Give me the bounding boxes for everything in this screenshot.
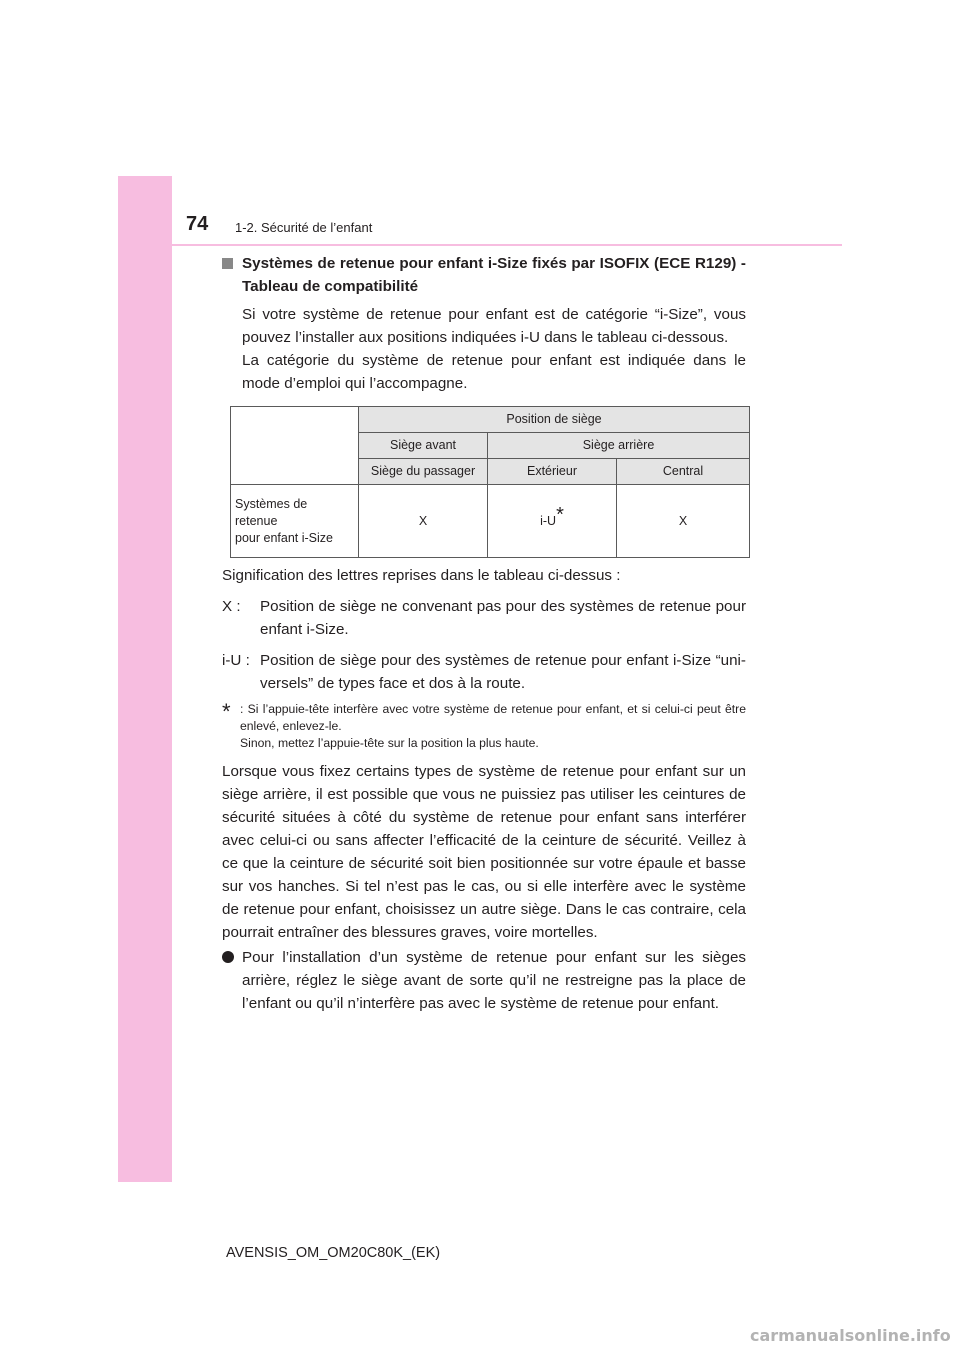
body-paragraph: Lorsque vous fixez certains types de système de retenue pour enfant sur un siège arrière, il est possible que vous ne puissiez pas utiliser les ceintures de sécurité situées à côté du système de retenue pour enfant sans interférer avec celui-ci ou sans affecter l’efficacité de la ceinture de sécurité. Veillez à ce que la ceinture de sécurité soit bien positionnée sur votre épaule et basse sur vos hanches. Si tel n’est pas le cas, ou si elle interfère avec le système de retenue pour enfant, choisissez un autre siège. Dans le cas contraire, cela pourrait entraîner des blessures graves, voire mortelles.	[222, 763, 746, 941]
row-label-line-1: Systèmes de	[235, 496, 308, 511]
table-corner-cell	[231, 407, 359, 485]
seat-position-header: Position de siège	[359, 407, 750, 433]
section-reference: 1-2. Sécurité de l’enfant	[235, 220, 373, 235]
footnote	[222, 701, 746, 752]
outboard-value-text: i-U	[540, 513, 557, 528]
legend-key: i-U :	[222, 652, 250, 669]
outboard-header: Extérieur	[488, 459, 617, 485]
square-bullet-icon	[222, 258, 233, 269]
footnote-star-icon: *	[222, 699, 231, 724]
page-content	[222, 252, 746, 1015]
passenger-seat-header: Siège du passager	[359, 459, 488, 485]
row-label-isize	[231, 485, 359, 558]
section-title: Systèmes de retenue pour enfant i-Size fixés par ISOFIX (ECE R129) - Tableau de compatibilité	[242, 255, 746, 295]
legend-item-iu	[222, 649, 746, 695]
side-tab-band	[118, 176, 172, 1182]
compatibility-table	[230, 406, 750, 558]
watermark: carmanualsonline.info	[750, 1326, 951, 1345]
footnote-text: : Si l’appuie-tête interfère avec votre système de retenue pour enfant, et si celui-ci peut être enlevé, enlevez-le.	[240, 702, 746, 733]
legend-key: X :	[222, 598, 241, 615]
bullet-text: Pour l’installation d’un système de retenue pour enfant sur les sièges arrière, réglez le siège avant de sorte qu’il ne restreigne pas la place de l’enfant ou qu’il n’interfère pas avec le système de retenue pour enfant.	[242, 949, 746, 1012]
front-seat-header: Siège avant	[359, 433, 488, 459]
header-divider	[172, 244, 842, 246]
intro-paragraph-1: Si votre système de retenue pour enfant est de catégorie “i-Size”, vous pouvez l’installer aux positions indiquées i-U dans le tableau ci-dessous.	[242, 306, 746, 346]
row-label-line-2: retenue	[235, 513, 278, 528]
page-number: 74	[186, 213, 209, 235]
footnote-asterisk-icon: *	[556, 503, 564, 526]
footnote-text-2: Sinon, mettez l’appuie-tête sur la position la plus haute.	[240, 736, 539, 750]
center-header: Central	[617, 459, 750, 485]
row-label-line-3: pour enfant i-Size	[235, 530, 333, 545]
legend-text: Position de siège ne convenant pas pour des systèmes de retenue pour enfant i-Size.	[260, 598, 746, 638]
round-bullet-icon	[222, 951, 234, 963]
cell-outboard-value	[488, 485, 617, 558]
legend-intro: Signification des lettres reprises dans le tableau ci-dessus :	[222, 567, 621, 584]
bullet-item	[222, 946, 746, 1015]
legend-text: Position de siège pour des systèmes de retenue pour enfant i-Size “uni-versels” de types face et dos à la route.	[260, 652, 746, 692]
footnote-body	[232, 701, 746, 752]
document-code: AVENSIS_OM_OM20C80K_(EK)	[226, 1245, 441, 1261]
section-heading-row	[222, 252, 746, 298]
intro-paragraph-2: La catégorie du système de retenue pour enfant est indiquée dans le mode d’emploi qui l’accompagne.	[242, 352, 746, 392]
rear-seat-header: Siège arrière	[488, 433, 750, 459]
cell-passenger-value: X	[359, 485, 488, 558]
cell-center-value: X	[617, 485, 750, 558]
legend-item-x	[222, 595, 746, 641]
